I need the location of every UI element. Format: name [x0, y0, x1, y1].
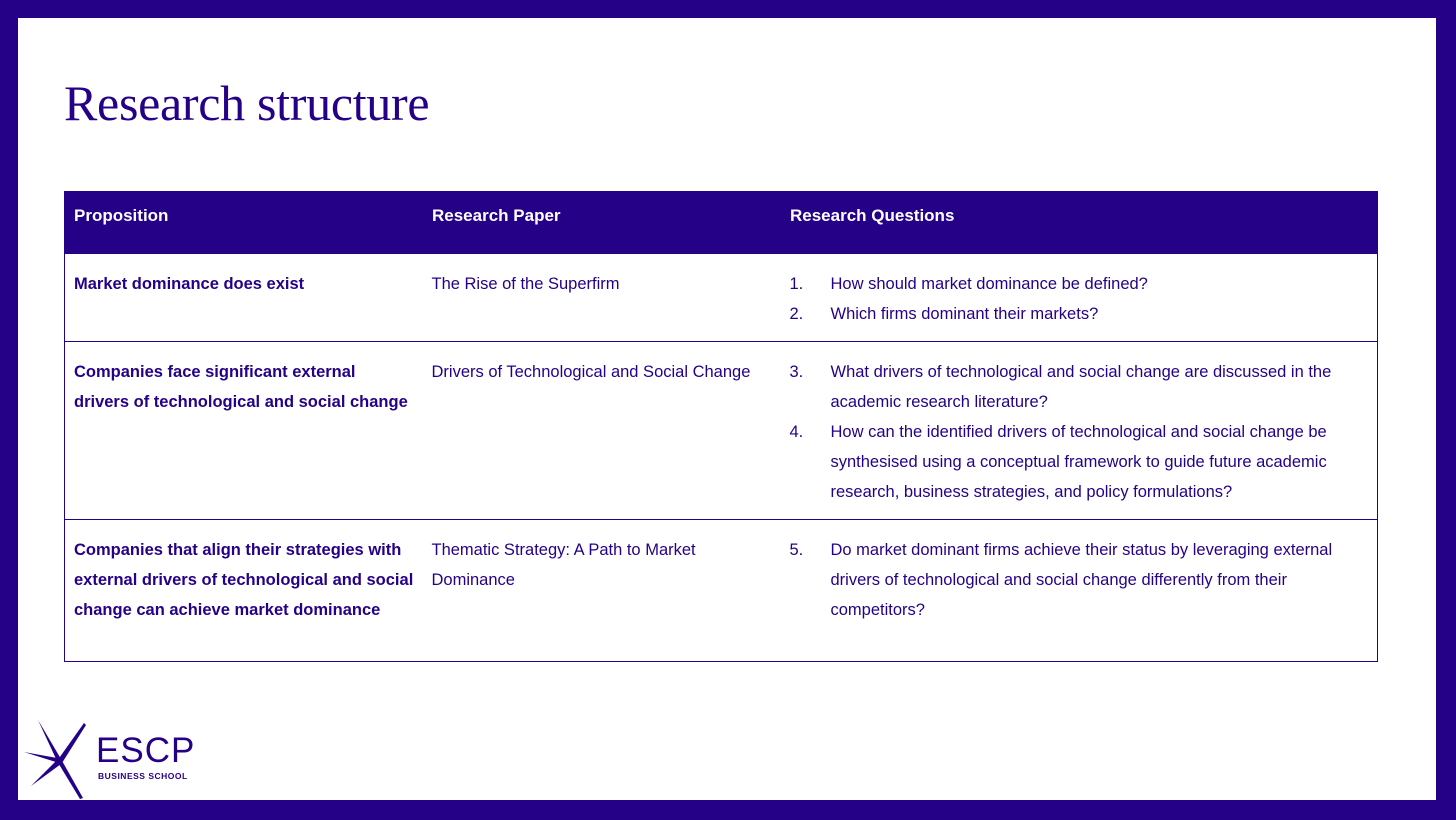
paper-cell: Drivers of Technological and Social Change — [423, 342, 781, 520]
escp-star-icon — [24, 720, 94, 800]
question-number: 1. — [789, 275, 804, 293]
escp-logo — [24, 720, 204, 800]
question-number: 4. — [789, 423, 804, 441]
question-item — [790, 299, 1358, 329]
header-research-questions: Research Questions — [781, 192, 1378, 254]
header-research-paper: Research Paper — [423, 192, 781, 254]
table-row — [65, 342, 1378, 520]
slide — [18, 18, 1436, 800]
proposition-cell: Companies that align their strategies with external drivers of technological and social change can achieve market dominance — [65, 520, 423, 662]
question-number: 2. — [789, 305, 804, 323]
question-item — [790, 417, 1358, 507]
question-text: How should market dominance be defined? — [830, 275, 1148, 293]
question-list — [790, 357, 1358, 507]
question-text: Do market dominant firms achieve their status by leveraging external drivers of technological and social change differently from their competitors? — [830, 541, 1333, 619]
question-item — [790, 357, 1358, 417]
question-text: What drivers of technological and social change are discussed in the academic research literature? — [830, 363, 1332, 411]
logo-wordmark: ESCP — [96, 731, 196, 770]
proposition-cell: Companies face significant external drivers of technological and social change — [65, 342, 423, 520]
question-item — [790, 269, 1358, 299]
proposition-cell: Market dominance does exist — [65, 254, 423, 342]
table-header-row — [65, 192, 1378, 254]
research-structure-table — [64, 191, 1378, 662]
header-proposition: Proposition — [65, 192, 423, 254]
question-number: 3. — [789, 363, 804, 381]
question-list — [790, 535, 1358, 625]
slide-title: Research structure — [64, 75, 430, 131]
question-list — [790, 269, 1358, 329]
table-row — [65, 254, 1378, 342]
paper-cell: Thematic Strategy: A Path to Market Dominance — [423, 520, 781, 662]
paper-cell: The Rise of the Superfirm — [423, 254, 781, 342]
questions-cell — [781, 520, 1378, 662]
question-text: Which firms dominant their markets? — [830, 305, 1099, 323]
questions-cell — [781, 342, 1378, 520]
table-row — [65, 520, 1378, 662]
logo-subtitle: BUSINESS SCHOOL — [98, 771, 188, 781]
questions-cell — [781, 254, 1378, 342]
question-number: 5. — [789, 541, 804, 559]
question-text: How can the identified drivers of technological and social change be synthesised using a conceptual framework to guide future academic research, business strategies, and policy formulations? — [830, 423, 1327, 501]
question-item — [790, 535, 1358, 625]
